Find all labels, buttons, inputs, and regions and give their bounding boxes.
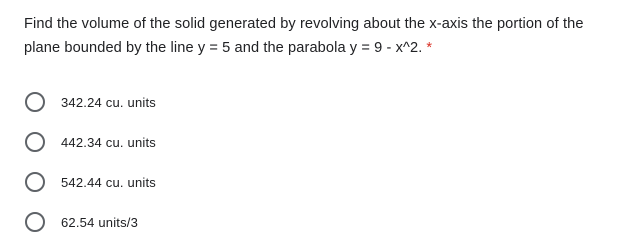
radio-button[interactable] xyxy=(25,172,45,192)
answer-option-label: 342.24 cu. units xyxy=(61,94,156,110)
question-text: Find the volume of the solid generated by revolving about the x-axis the portion of the plane bounded by the line y = 5 and the parabola y = 9 - x^2. xyxy=(24,16,584,56)
radio-button[interactable] xyxy=(25,212,45,232)
question-title xyxy=(24,12,614,60)
answer-option-3[interactable] xyxy=(24,162,624,202)
required-asterisk: * xyxy=(426,40,433,56)
answer-option-2[interactable] xyxy=(24,122,624,162)
answer-option-label: 442.34 cu. units xyxy=(61,134,156,150)
radio-button[interactable] xyxy=(25,132,45,152)
radio-button[interactable] xyxy=(25,92,45,112)
answer-option-label: 542.44 cu. units xyxy=(61,174,156,190)
answer-option-1[interactable] xyxy=(24,82,624,122)
answer-option-4[interactable] xyxy=(24,202,624,242)
answer-option-label: 62.54 units/3 xyxy=(61,214,139,230)
answer-options xyxy=(24,82,624,242)
